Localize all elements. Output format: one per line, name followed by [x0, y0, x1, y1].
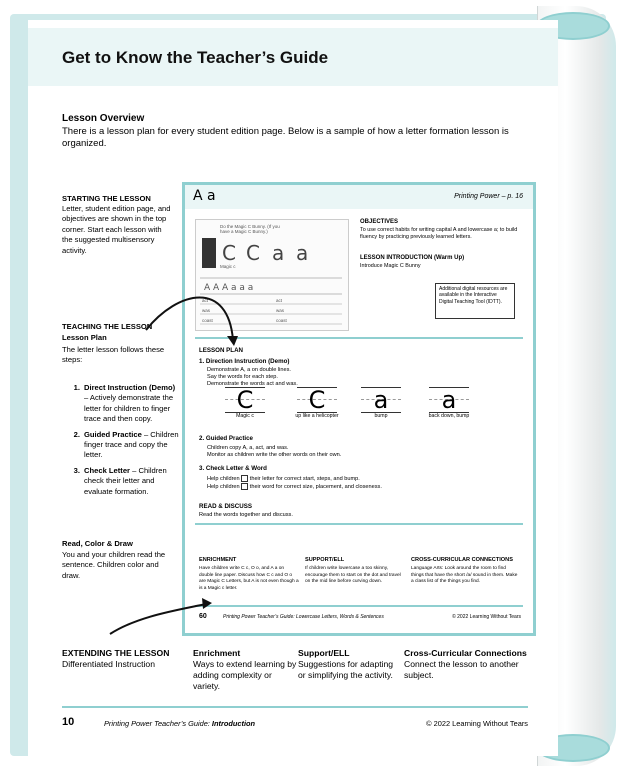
step-title: Check Letter — [84, 465, 131, 475]
support-text: If children write lowercase a too skinny, encourage them to start on the dot and travel on the mid line before curving down. — [305, 566, 401, 585]
support-block — [298, 648, 402, 681]
support-block-heading: Support/ELL — [298, 648, 350, 658]
stroke-caption: up like a helicopter — [295, 413, 339, 419]
extending-heading: EXTENDING THE LESSON — [62, 648, 170, 658]
enrichment-block — [193, 648, 297, 692]
stroke-glyph: C — [236, 386, 254, 414]
page-title: Get to Know the Teacher’s Guide — [62, 48, 329, 67]
objectives-text: To use correct habits for writing capital A and lowercase a; to build fluency by practicing previously learned letters. — [360, 227, 518, 240]
thumb-word: act — [276, 298, 283, 303]
lesson-page-number: 60 — [199, 613, 207, 620]
intro-text: Introduce Magic C Bunny — [360, 263, 421, 269]
teaching-heading: TEACHING THE LESSON — [62, 322, 153, 331]
enrichment-block-heading: Enrichment — [193, 648, 241, 658]
lesson-plan-heading: LESSON PLAN — [199, 347, 244, 354]
footer-section: Introduction — [211, 719, 256, 728]
step-number: 2. — [73, 429, 80, 439]
stroke-caption: bump — [374, 413, 388, 419]
step1-heading: 1. Direction Instruction (Demo) — [199, 358, 290, 365]
stroke-glyph: a — [373, 386, 389, 414]
overview-text: There is a lesson plan for every student edition page. Below is a sample of how a letter formation lesson is organized. — [62, 126, 509, 149]
cross-block-heading: Cross-Curricular Connections — [404, 648, 527, 658]
step3-text: their letter for correct start, steps, and bump. — [248, 475, 360, 482]
thumb-word: was — [276, 308, 285, 313]
objectives-heading: OBJECTIVES — [360, 219, 399, 225]
stroke-glyph: a — [441, 386, 457, 414]
step-number: 3. — [73, 465, 80, 475]
step3-heading: 3. Check Letter & Word — [199, 465, 267, 472]
guide-page — [28, 20, 558, 756]
stroke-glyph: C — [308, 386, 326, 414]
thumb-word: act — [202, 298, 209, 303]
rcd-heading: Read, Color & Draw — [62, 539, 133, 548]
step-title: Direct Instruction (Demo) — [84, 383, 176, 392]
lesson-page-ref: Printing Power – p. 16 — [454, 193, 523, 200]
step2-line: Children copy A, a, act, and was. — [207, 445, 289, 451]
cross-block-text: Connect the lesson to another subject. — [404, 659, 519, 680]
read-discuss-text: Read the words together and discuss. — [199, 512, 293, 518]
cross-text: Language Arts: Look around the room to find things that have the short /a/ sound in them. Make a class list of the things you find. — [411, 566, 518, 585]
lesson-plan-subheading: Lesson Plan — [62, 333, 107, 342]
support-block-text: Suggestions for adapting or simplifying the activity. — [298, 659, 394, 680]
starting-heading: STARTING THE LESSON — [62, 194, 151, 203]
step1-line: Say the words for each step. — [207, 374, 278, 380]
overview-heading: Lesson Overview — [62, 113, 145, 124]
book — [6, 6, 616, 758]
arrow-head — [202, 598, 212, 609]
thumb-glyph: a — [272, 241, 285, 265]
step1-line: Demonstrate the words act and was. — [207, 381, 298, 387]
arrow-to-extensions — [110, 604, 206, 634]
help-children-text: Help children — [207, 475, 240, 482]
thumb-word: was — [202, 308, 211, 313]
lesson-letters: A a — [193, 188, 216, 204]
lesson-copyright: © 2022 Learning Without Tears — [452, 614, 521, 620]
thumb-magic: Magic c — [220, 264, 236, 269]
arrow-head — [227, 336, 238, 346]
lesson-footer-title: Printing Power Teacher’s Guide: Lowercase Letters, Words & Sentences — [223, 614, 384, 620]
step-text: – Actively demonstrate the letter for children to finger trace and then copy. — [84, 393, 174, 424]
digital-resources-note: Additional digital resources are available in the Interactive Digital Teaching Tool (IDTT). — [435, 283, 515, 319]
step2-line: Monitor as children write the other words on their own. — [207, 452, 342, 458]
lesson-plan-intro: The letter lesson follows these steps: — [62, 345, 165, 365]
thumb-glyph: C — [246, 241, 260, 265]
help-children-text: Help children — [207, 483, 240, 490]
extending-block — [62, 648, 192, 670]
thumb-glyph: C — [222, 241, 236, 265]
thumb-word: coast — [202, 318, 213, 323]
step-title: Guided Practice — [84, 429, 142, 439]
enrichment-block-text: Ways to extend learning by adding complexity or variety. — [193, 659, 297, 691]
thumb-word: coast — [276, 318, 287, 323]
thumb-caption: Do the Magic C Bunny. (If you have a Magic C Bunny.) — [220, 224, 280, 234]
footer-copyright: © 2022 Learning Without Tears — [426, 719, 528, 728]
read-discuss-heading: READ & DISCUSS — [199, 503, 252, 510]
support-heading: SUPPORT/ELL — [305, 557, 345, 563]
rcd-text: You and your children read the sentence. Children color and draw. — [62, 550, 166, 580]
step-text: – Children finger trace and copy the letter. — [84, 429, 179, 460]
cross-heading: CROSS-CURRICULAR CONNECTIONS — [411, 557, 513, 563]
thumb-glyph: a — [296, 241, 309, 265]
arrow-to-lesson-plan — [146, 298, 233, 341]
thumb-glyph: A A A a a a — [204, 283, 254, 293]
stroke-caption: Magic c — [236, 413, 254, 419]
enrichment-heading: ENRICHMENT — [199, 557, 237, 563]
page-number: 10 — [62, 716, 75, 728]
step-number: 1. — [73, 383, 80, 392]
stroke-caption: back down, bump — [428, 413, 470, 419]
callout-arrows — [28, 20, 558, 756]
enrichment-text: Have children write C c, O o, and A a on double line paper. Discuss how C c and O o are Magic C Letters, but A is not even though a is a Magic c letter. — [199, 566, 299, 591]
step1-line: Demonstrate A, a on double lines. — [207, 367, 291, 373]
footer-book: Printing Power Teacher’s Guide: — [104, 719, 212, 728]
step-text: – Children check their letter and evaluate formation. — [84, 465, 167, 496]
footer-rule — [62, 706, 528, 708]
extending-text: Differentiated Instruction — [62, 659, 155, 669]
cross-block — [404, 648, 528, 681]
starting-text: Letter, student edition page, and objectives are shown in the top corner. Start each lesson with the suggested multisensory activity. — [62, 204, 171, 255]
step3-text: their word for correct size, placement, and closeness. — [248, 483, 382, 490]
intro-heading: LESSON INTRODUCTION (Warm Up) — [360, 255, 465, 261]
footer-title — [104, 719, 255, 728]
step2-heading: 2. Guided Practice — [199, 435, 253, 442]
